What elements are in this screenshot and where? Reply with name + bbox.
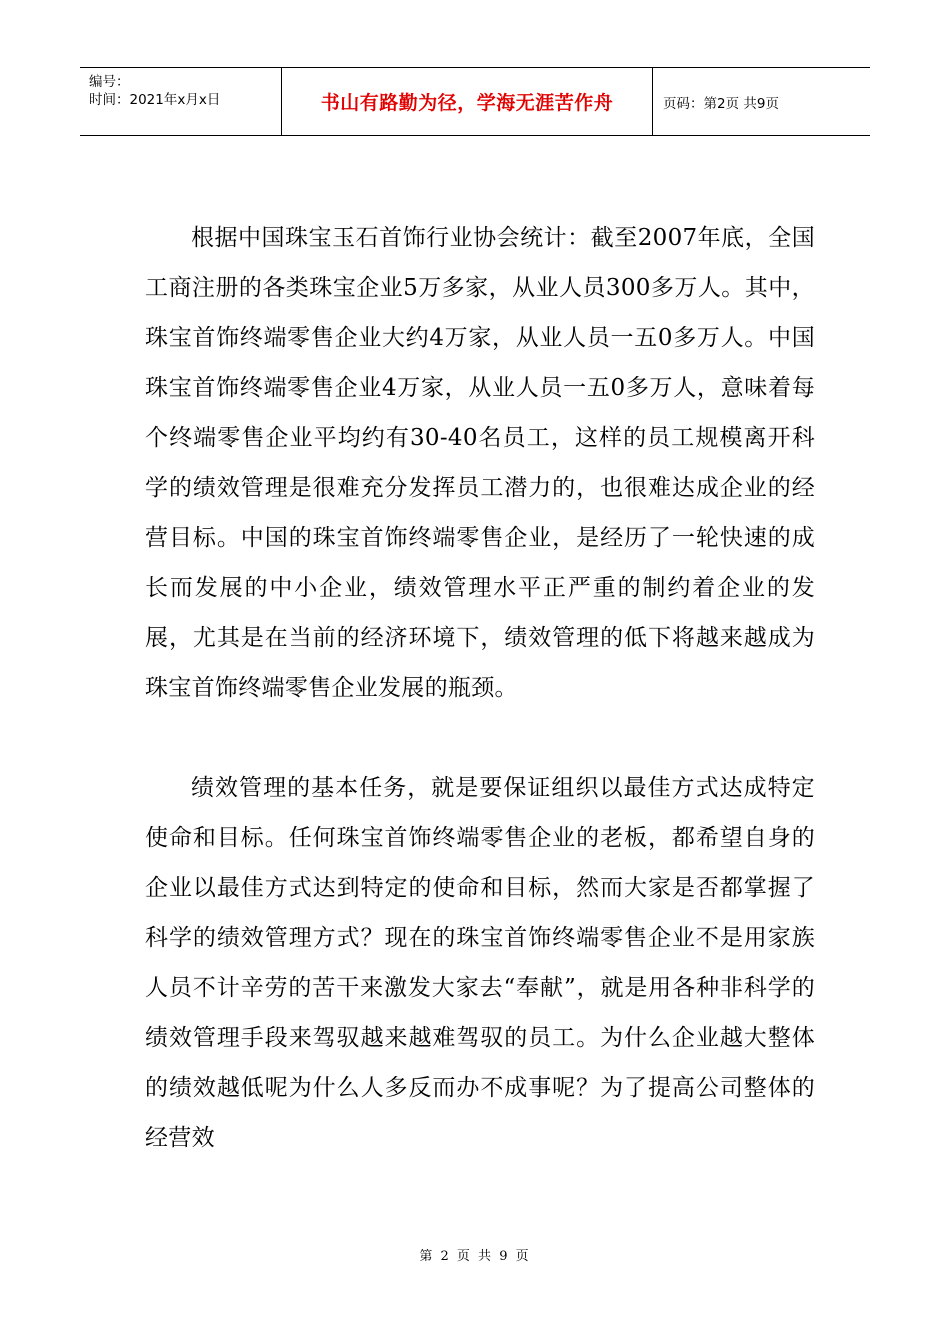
header-motto: 书山有路勤为径，学海无涯苦作舟 [320, 92, 614, 114]
document-body [145, 213, 815, 1163]
header-motto-cell [282, 68, 653, 135]
body-paragraph: 绩效管理的基本任务，就是要保证组织以最佳方式达成特定使命和目标。任何珠宝首饰终端零售企业的老板，都希望自身的企业以最佳方式达到特定的使命和目标，然而大家是否都掌握了科学的绩效管理方式？现在的珠宝首饰终端零售企业不是用家族人员不计辛劳的苦干来激发大家去“奉献”，就是用各种非科学的绩效管理手段来驾驭越来越难驾驭的员工。为什么企业越大整体的绩效越低呢为什么人多反而办不成事呢？为了提高公司整体的经营效 [145, 775, 815, 1151]
header-page-info: 页码：第2页 共9页 [663, 95, 779, 112]
body-paragraph: 根据中国珠宝玉石首饰行业协会统计：截至2007年底，全国工商注册的各类珠宝企业5万多家，从业人员300多万人。其中，珠宝首饰终端零售企业大约4万家，从业人员一五0多万人。中国珠宝首饰终端零售企业4万家，从业人员一五0多万人，意味着每个终端零售企业平均约有30-40名员工，这样的员工规模离开科学的绩效管理是很难充分发挥员工潜力的，也很难达成企业的经营目标。中国的珠宝首饰终端零售企业，是经历了一轮快速的成长而发展的中小企业，绩效管理水平正严重的制约着企业的发展，尤其是在当前的经济环境下，绩效管理的低下将越来越成为珠宝首饰终端零售企业发展的瓶颈。 [145, 225, 815, 701]
header-meta-cell [80, 68, 282, 135]
document-header [80, 67, 870, 136]
document-number-label: 编号： [89, 74, 130, 90]
page-footer: 第 2 页 共 9 页 [419, 1249, 531, 1264]
document-time-label: 时间：2021年x月x日 [89, 92, 221, 108]
header-page-cell [653, 68, 870, 135]
